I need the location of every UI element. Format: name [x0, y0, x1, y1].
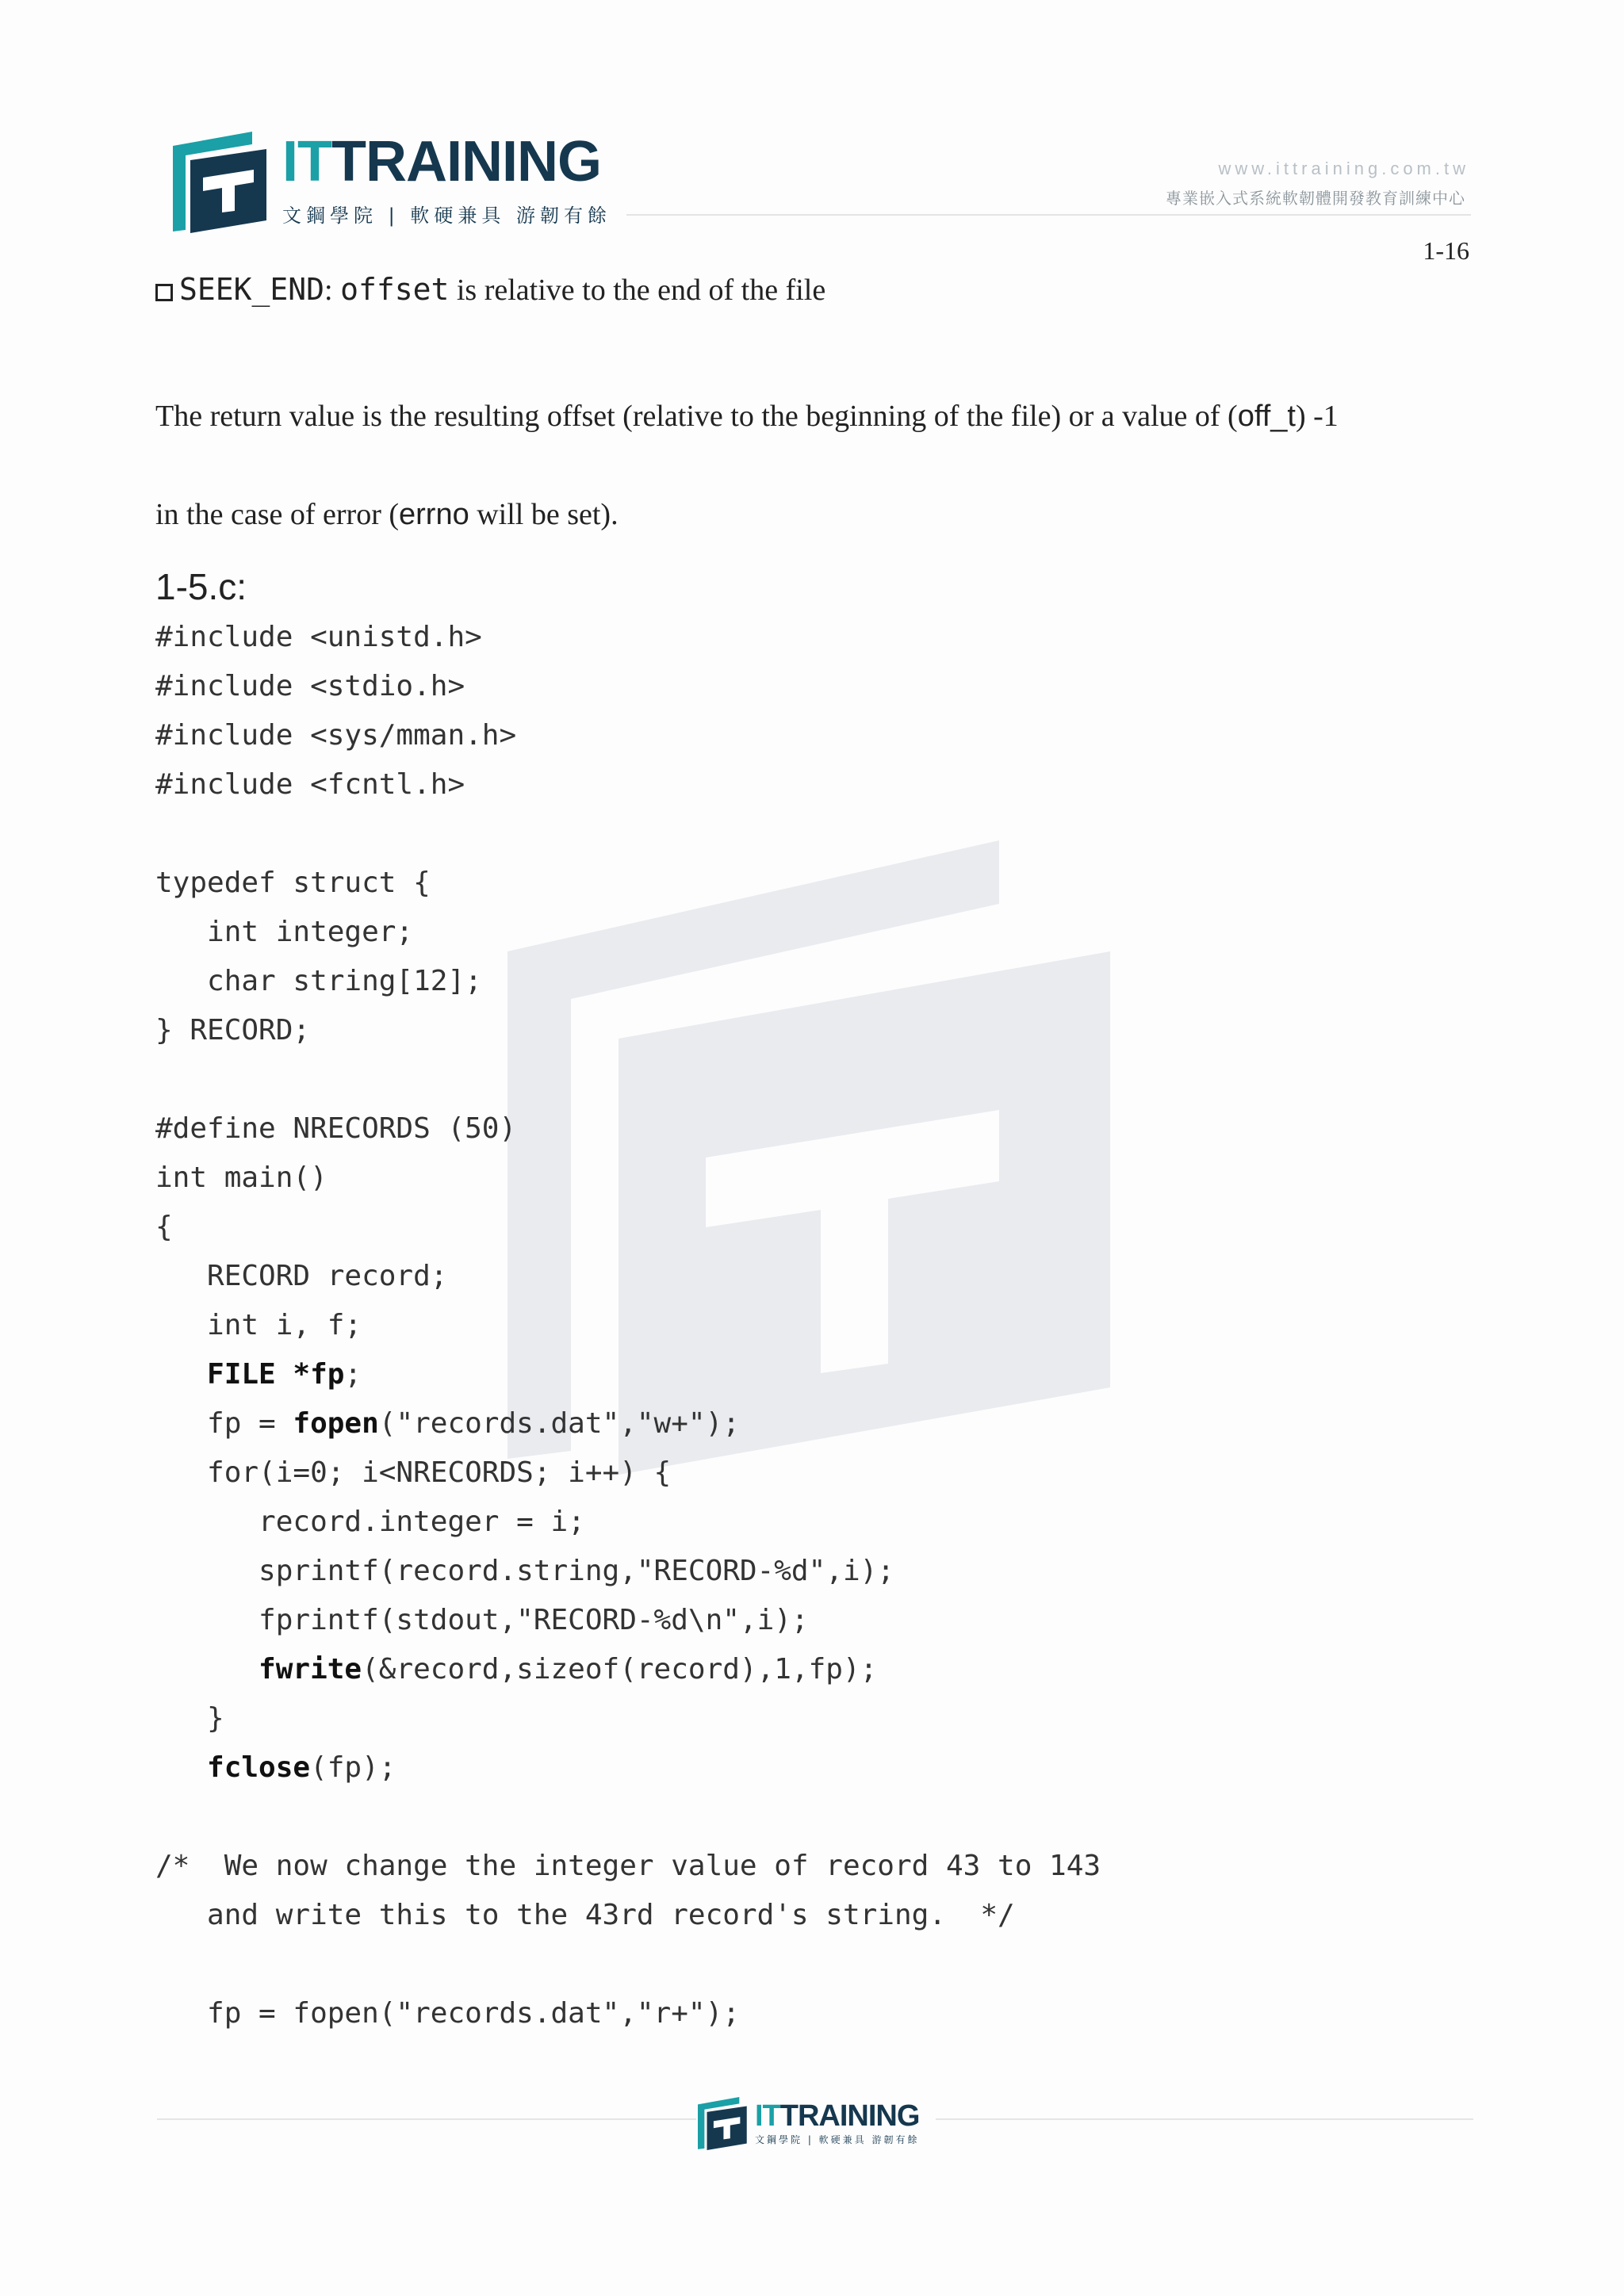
seek-end-code: SEEK_END: [179, 272, 325, 307]
code-line: for(i=0; i<NRECORDS; i++) {: [155, 1456, 672, 1489]
code-line: and write this to the 43rd record's string. */: [155, 1899, 1015, 1931]
code-segment: [155, 1653, 259, 1686]
code-line: typedef struct {: [155, 867, 431, 899]
code-line: [155, 1350, 1101, 1399]
footer-divider-left: [157, 2118, 696, 2120]
site-description: 專業嵌入式系統軟韌體開發教育訓練中心: [1166, 189, 1465, 208]
para2-text: in the case of error (: [155, 498, 400, 531]
code-bold-keyword: fopen: [293, 1407, 379, 1440]
code-segment: [155, 1358, 207, 1391]
logo-subtitle: 文鋼學院 | 軟硬兼具 游韌有餘: [282, 205, 611, 227]
code-line: /* We now change the integer value of record 43 to 143: [155, 1850, 1101, 1882]
code-line: [155, 1399, 1101, 1448]
code-line: int main(): [155, 1161, 327, 1194]
logo-wordmark: [282, 130, 601, 193]
page-number: 1-16: [1423, 236, 1469, 265]
footer-logo-icon: [698, 2097, 752, 2151]
code-line: #include <stdio.h>: [155, 670, 465, 702]
footer-wordmark-it: IT: [755, 2099, 780, 2133]
code-line: int integer;: [155, 916, 414, 948]
code-segment: [155, 1751, 207, 1784]
code-line: fp = fopen("records.dat","r+");: [155, 1997, 740, 2030]
code-segment: (&record,sizeof(record),1,fp);: [362, 1653, 878, 1686]
code-line: #include <unistd.h>: [155, 621, 482, 653]
code-bold-keyword: fclose: [207, 1751, 311, 1784]
bullet-text: is relative to the end of the file: [449, 274, 826, 307]
code-bold-keyword: FILE *fp: [207, 1358, 345, 1391]
code-line: [155, 1055, 1101, 1104]
code-line: int i, f;: [155, 1309, 362, 1341]
code-line: char string[12];: [155, 965, 482, 997]
footer-wordmark-training: TRAINING: [779, 2099, 920, 2133]
return-value-paragraph: [155, 399, 1339, 434]
code-line: [155, 1940, 1101, 1989]
footer-logo-subtitle: 文鋼學院 | 軟硬兼具 游韌有餘: [755, 2134, 920, 2145]
code-segment: ;: [344, 1358, 362, 1391]
ittraining-logo-icon: [173, 132, 276, 235]
footer-divider-right: [936, 2118, 1473, 2120]
code-line: }: [155, 1702, 224, 1735]
code-line: [155, 809, 1101, 859]
code-segment: fp =: [155, 1407, 293, 1440]
offset-code: offset: [340, 272, 450, 307]
code-line: #include <sys/mman.h>: [155, 719, 517, 752]
code-segment: ("records.dat","w+");: [378, 1407, 740, 1440]
header-divider: [626, 214, 1471, 216]
off-t-code: off_t: [1237, 400, 1296, 433]
footer-logo-wordmark: [755, 2101, 919, 2131]
code-line: record.integer = i;: [155, 1506, 585, 1538]
code-line: {: [155, 1211, 173, 1243]
errno-paragraph: [155, 497, 619, 532]
checkbox-bullet-icon: [155, 284, 173, 301]
para1-tail: ) -1: [1295, 400, 1339, 433]
code-line: [155, 1743, 1101, 1793]
code-line: #define NRECORDS (50): [155, 1112, 517, 1145]
code-line: [155, 1645, 1101, 1694]
code-bold-keyword: fwrite: [259, 1653, 362, 1686]
site-url: www.ittraining.com.tw: [1218, 159, 1469, 178]
para2-tail: will be set).: [469, 498, 619, 531]
code-line: fprintf(stdout,"RECORD-%d\n",i);: [155, 1604, 809, 1636]
code-line: #include <fcntl.h>: [155, 768, 465, 801]
logo-wordmark-it: IT: [282, 130, 331, 193]
code-line: sprintf(record.string,"RECORD-%d",i);: [155, 1555, 894, 1587]
code-line: RECORD record;: [155, 1260, 448, 1292]
code-listing: [155, 613, 1101, 2038]
errno-code: errno: [399, 498, 469, 531]
code-segment: (fp);: [310, 1751, 396, 1784]
section-title: 1-5.c:: [155, 566, 247, 607]
code-line: } RECORD;: [155, 1014, 311, 1047]
para1-text: The return value is the resulting offset (relative to the beginning of the file) or a value of (: [155, 400, 1238, 433]
seek-end-bullet: [155, 272, 825, 308]
logo-wordmark-training: TRAINING: [331, 130, 601, 193]
bullet-colon: :: [324, 274, 341, 307]
code-line: [155, 1793, 1101, 1842]
